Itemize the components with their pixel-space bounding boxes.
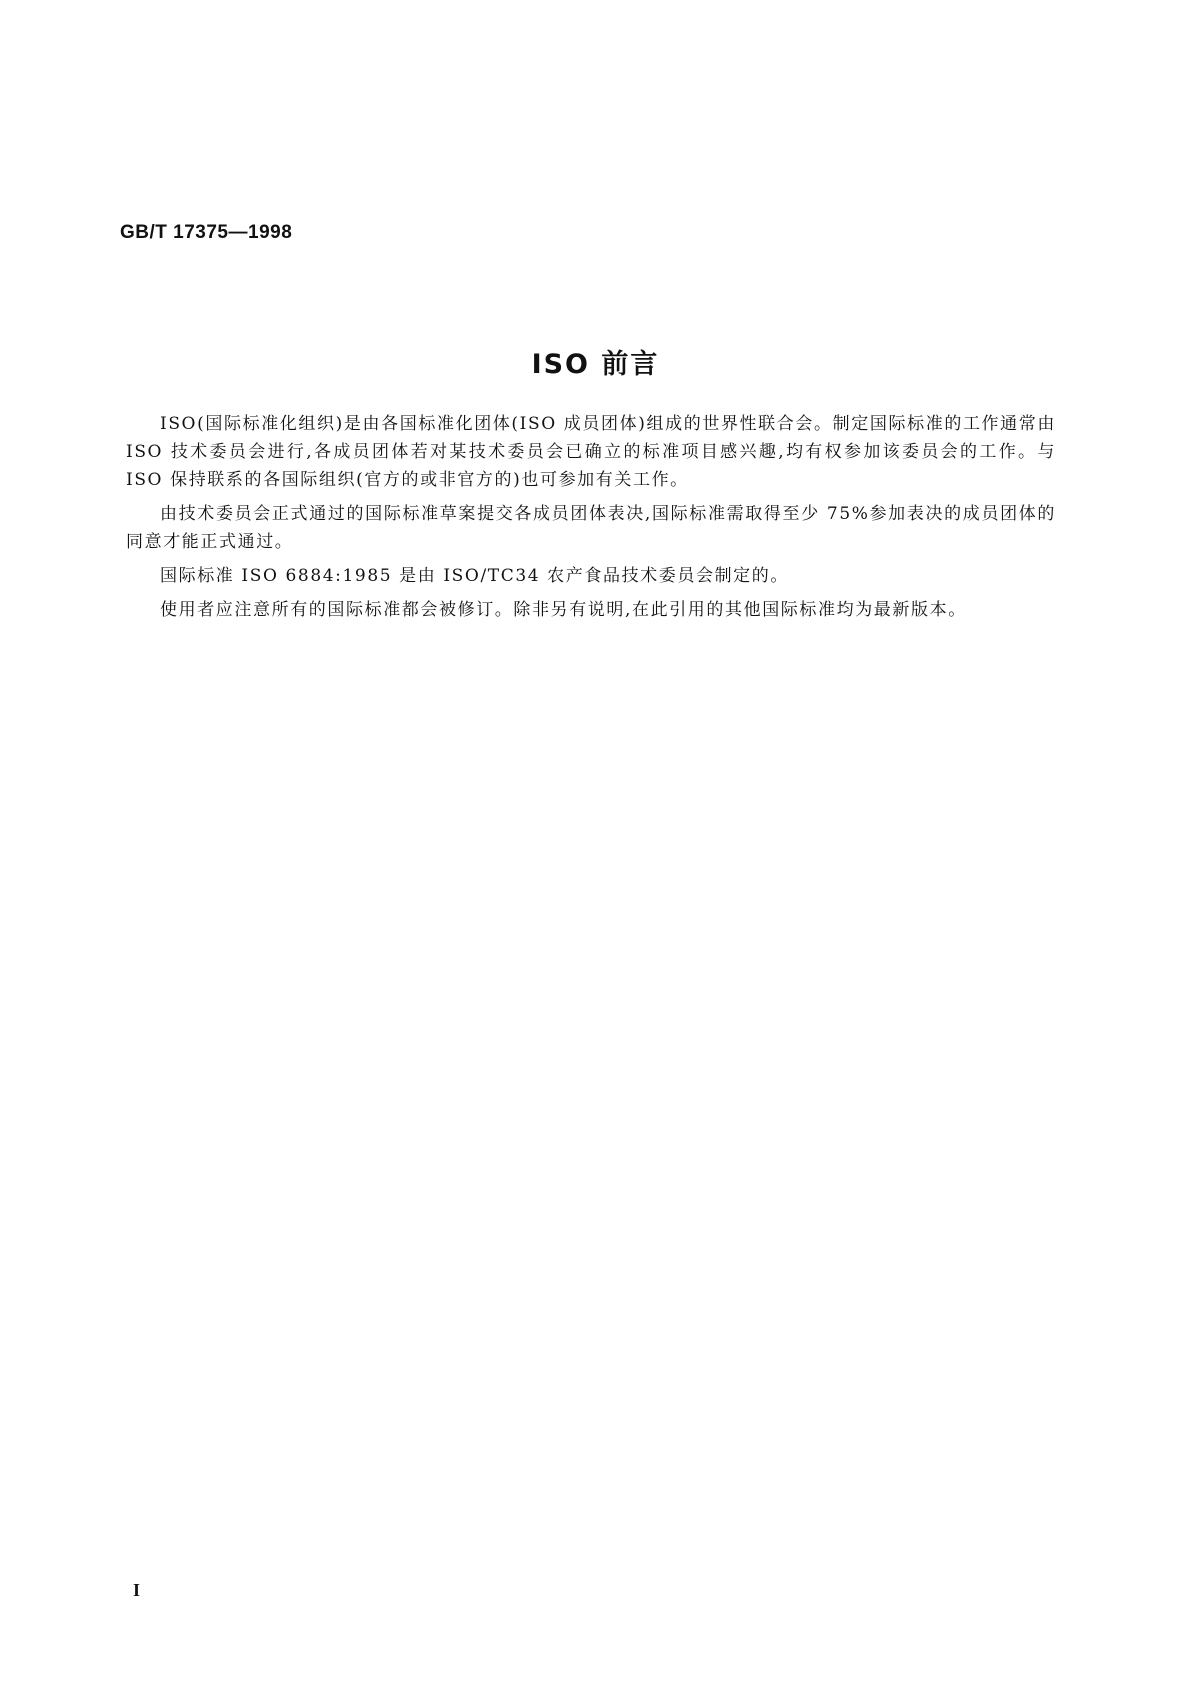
document-code: GB/T 17375—1998 [120, 222, 293, 243]
page-title: ISO 前言 [531, 349, 660, 380]
paragraph-revision-note: 使用者应注意所有的国际标准都会被修订。除非另有说明,在此引用的其他国际标准均为最新版本。 [160, 600, 967, 620]
paragraph-standard-origin: 国际标准 ISO 6884:1985 是由 ISO/TC34 农产食品技术委员会制定的。 [160, 566, 789, 586]
paragraph-iso-organization: ISO(国际标准化组织)是由各国标准化团体(ISO 成员团体)组成的世界性联合会。制定国际标准的工作通常由 ISO 技术委员会进行,各成员团体若对某技术委员会已确立的标准项目感兴趣,均有权参加该委员会的工作。与 ISO 保持联系的各国际组织(官方的或非官方的)也可参加有关工作。 [126, 414, 1056, 490]
page-number: I [133, 1580, 141, 1600]
foreword-body [126, 410, 1056, 630]
paragraph-voting: 由技术委员会正式通过的国际标准草案提交各成员团体表决,国际标准需取得至少 75%参加表决的成员团体的同意才能正式通过。 [126, 504, 1056, 552]
